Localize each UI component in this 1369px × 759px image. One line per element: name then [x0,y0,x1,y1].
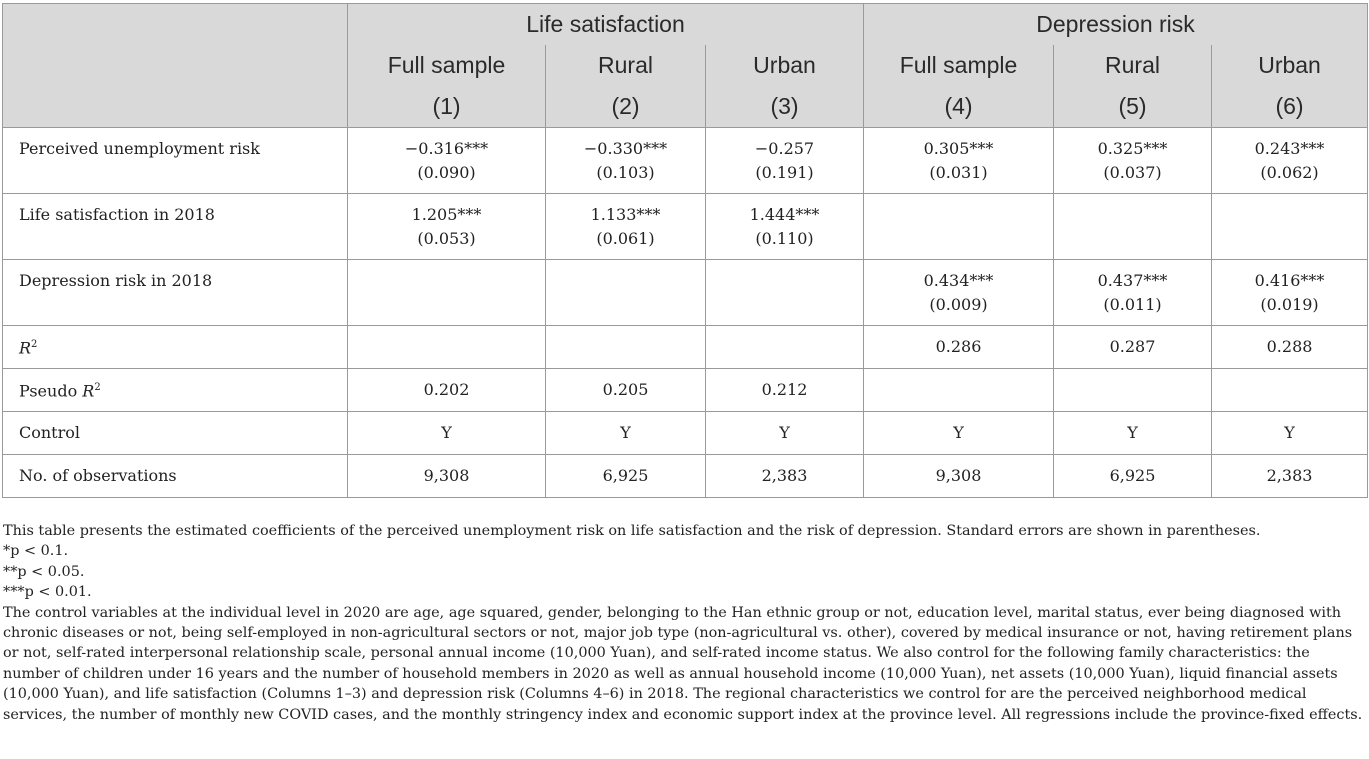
significance-note-10: *p < 0.1. [3,543,69,560]
table-notes [3,521,1367,725]
standard-error: (0.090) [417,163,476,182]
standard-error: (0.061) [596,229,655,248]
coefficient: 1.205*** [411,205,482,224]
significance-note-5: **p < 0.05. [3,563,85,580]
table-row-perceived-unemployment-risk [3,128,1368,194]
row-label: No. of observations [3,455,348,498]
pseudo-prefix: Pseudo [19,381,83,401]
table-cell: Y [706,412,864,455]
row-label [3,369,348,412]
table-cell [1212,260,1368,326]
table-row-pseudo-r-squared [3,369,1368,412]
header-column-number: (2) [546,86,706,128]
row-label: Control [3,412,348,455]
coefficient: 0.416*** [1254,271,1325,290]
coefficient: −0.330*** [583,139,668,158]
table-cell [1054,194,1212,260]
standard-error: (0.009) [929,295,988,314]
table-cell [348,326,546,369]
superscript: 2 [31,339,38,351]
row-label: Life satisfaction in 2018 [3,194,348,260]
header-subgroup: Rural [1054,45,1212,86]
table-cell: 0.288 [1212,326,1368,369]
coefficient: 0.325*** [1097,139,1168,158]
header-column-number: (3) [706,86,864,128]
header-subgroup: Urban [706,45,864,86]
row-label: Perceived unemployment risk [3,128,348,194]
table-cell [1212,369,1368,412]
table-caption-note: This table presents the estimated coefficients of the perceived unemployment risk on life satisfaction and the risk of depression. Standard errors are shown in parentheses. [3,523,1261,539]
standard-error: (0.037) [1103,163,1162,182]
table-cell [1212,194,1368,260]
table-row-depression-risk-2018 [3,260,1368,326]
coefficient: 0.437*** [1097,271,1168,290]
r-label: R [82,381,95,401]
coefficient: 0.305*** [923,139,994,158]
header-column-number: (5) [1054,86,1212,128]
controls-note: The control variables at the individual level in 2020 are age, age squared, gender, belonging to the Han ethnic group or not, education level, marital status, ever being diagnosed with chronic diseases or not, being self-employed in non-agricultural sectors or not, major job type (non-agricultural vs. other), covered by medical insurance or not, having retirement plans or not, self-rated interpersonal relationship scale, personal annual income (10,000 Yuan), and self-rated income status. We also control for the following family characteristics: the number of children under 16 years and the number of household members in 2020 as well as annual household income (10,000 Yuan), net assets (10,000 Yuan), liquid financial assets (10,000 Yuan), and life satisfaction (Columns 1–3) and depression risk (Columns 4–6) in 2018. The regional characteristics we control for are the perceived neighborhood medical services, the number of monthly new COVID cases, and the monthly stringency index and economic support index at the province level. All regressions include the province-fixed effects. [3,604,1363,723]
coefficient: 1.444*** [749,205,820,224]
table-cell: 2,383 [1212,455,1368,498]
header-subgroup: Full sample [864,45,1054,86]
coefficient: 0.243*** [1254,139,1325,158]
header-column-number: (6) [1212,86,1368,128]
superscript: 2 [94,382,101,394]
coefficient: −0.257 [754,139,815,158]
header-subgroup: Full sample [348,45,546,86]
table-cell: 9,308 [348,455,546,498]
header-column-number: (1) [348,86,546,128]
header-group-depression-risk: Depression risk [864,4,1368,46]
standard-error: (0.031) [929,163,988,182]
table-cell [546,260,706,326]
significance-note-1: ***p < 0.01. [3,584,92,601]
table-cell: 6,925 [1054,455,1212,498]
table-cell: Y [348,412,546,455]
table-cell: Y [864,412,1054,455]
table-cell [1054,260,1212,326]
table-cell: 2,383 [706,455,864,498]
table-cell: Y [1212,412,1368,455]
table-cell [1212,128,1368,194]
standard-error: (0.053) [417,229,476,248]
standard-error: (0.011) [1103,295,1162,314]
table-cell [546,326,706,369]
table-cell [348,194,546,260]
table-cell: Y [546,412,706,455]
regression-table-container [2,3,1367,498]
table-cell: 0.202 [348,369,546,412]
standard-error: (0.019) [1260,295,1319,314]
table-cell [348,260,546,326]
standard-error: (0.110) [755,229,814,248]
table-cell: 9,308 [864,455,1054,498]
coefficient: 0.434*** [923,271,994,290]
table-cell [546,194,706,260]
table-cell: 6,925 [546,455,706,498]
coefficient: 1.133*** [590,205,661,224]
table-cell [706,128,864,194]
table-cell: 0.205 [546,369,706,412]
table-cell: 0.212 [706,369,864,412]
standard-error: (0.062) [1260,163,1319,182]
table-header [3,4,1368,128]
table-row-life-satisfaction-2018 [3,194,1368,260]
table-cell [706,260,864,326]
row-label: Depression risk in 2018 [3,260,348,326]
table-cell [706,194,864,260]
coefficient: −0.316*** [404,139,489,158]
table-cell [348,128,546,194]
table-body [3,128,1368,498]
header-corner [3,4,348,128]
table-cell: 0.287 [1054,326,1212,369]
table-cell [864,260,1054,326]
header-group-life-satisfaction: Life satisfaction [348,4,864,46]
table-cell [864,369,1054,412]
table-cell [1054,128,1212,194]
header-column-number: (4) [864,86,1054,128]
row-label [3,326,348,369]
table-cell [706,326,864,369]
table-cell: Y [1054,412,1212,455]
r-squared-label: R [19,338,32,358]
standard-error: (0.191) [755,163,814,182]
table-row-control [3,412,1368,455]
header-subgroup: Urban [1212,45,1368,86]
table-cell [864,128,1054,194]
header-subgroup: Rural [546,45,706,86]
table-cell [1054,369,1212,412]
table-row-observations [3,455,1368,498]
regression-table [2,3,1368,498]
standard-error: (0.103) [596,163,655,182]
table-row-r-squared [3,326,1368,369]
table-cell [546,128,706,194]
table-cell: 0.286 [864,326,1054,369]
table-cell [864,194,1054,260]
